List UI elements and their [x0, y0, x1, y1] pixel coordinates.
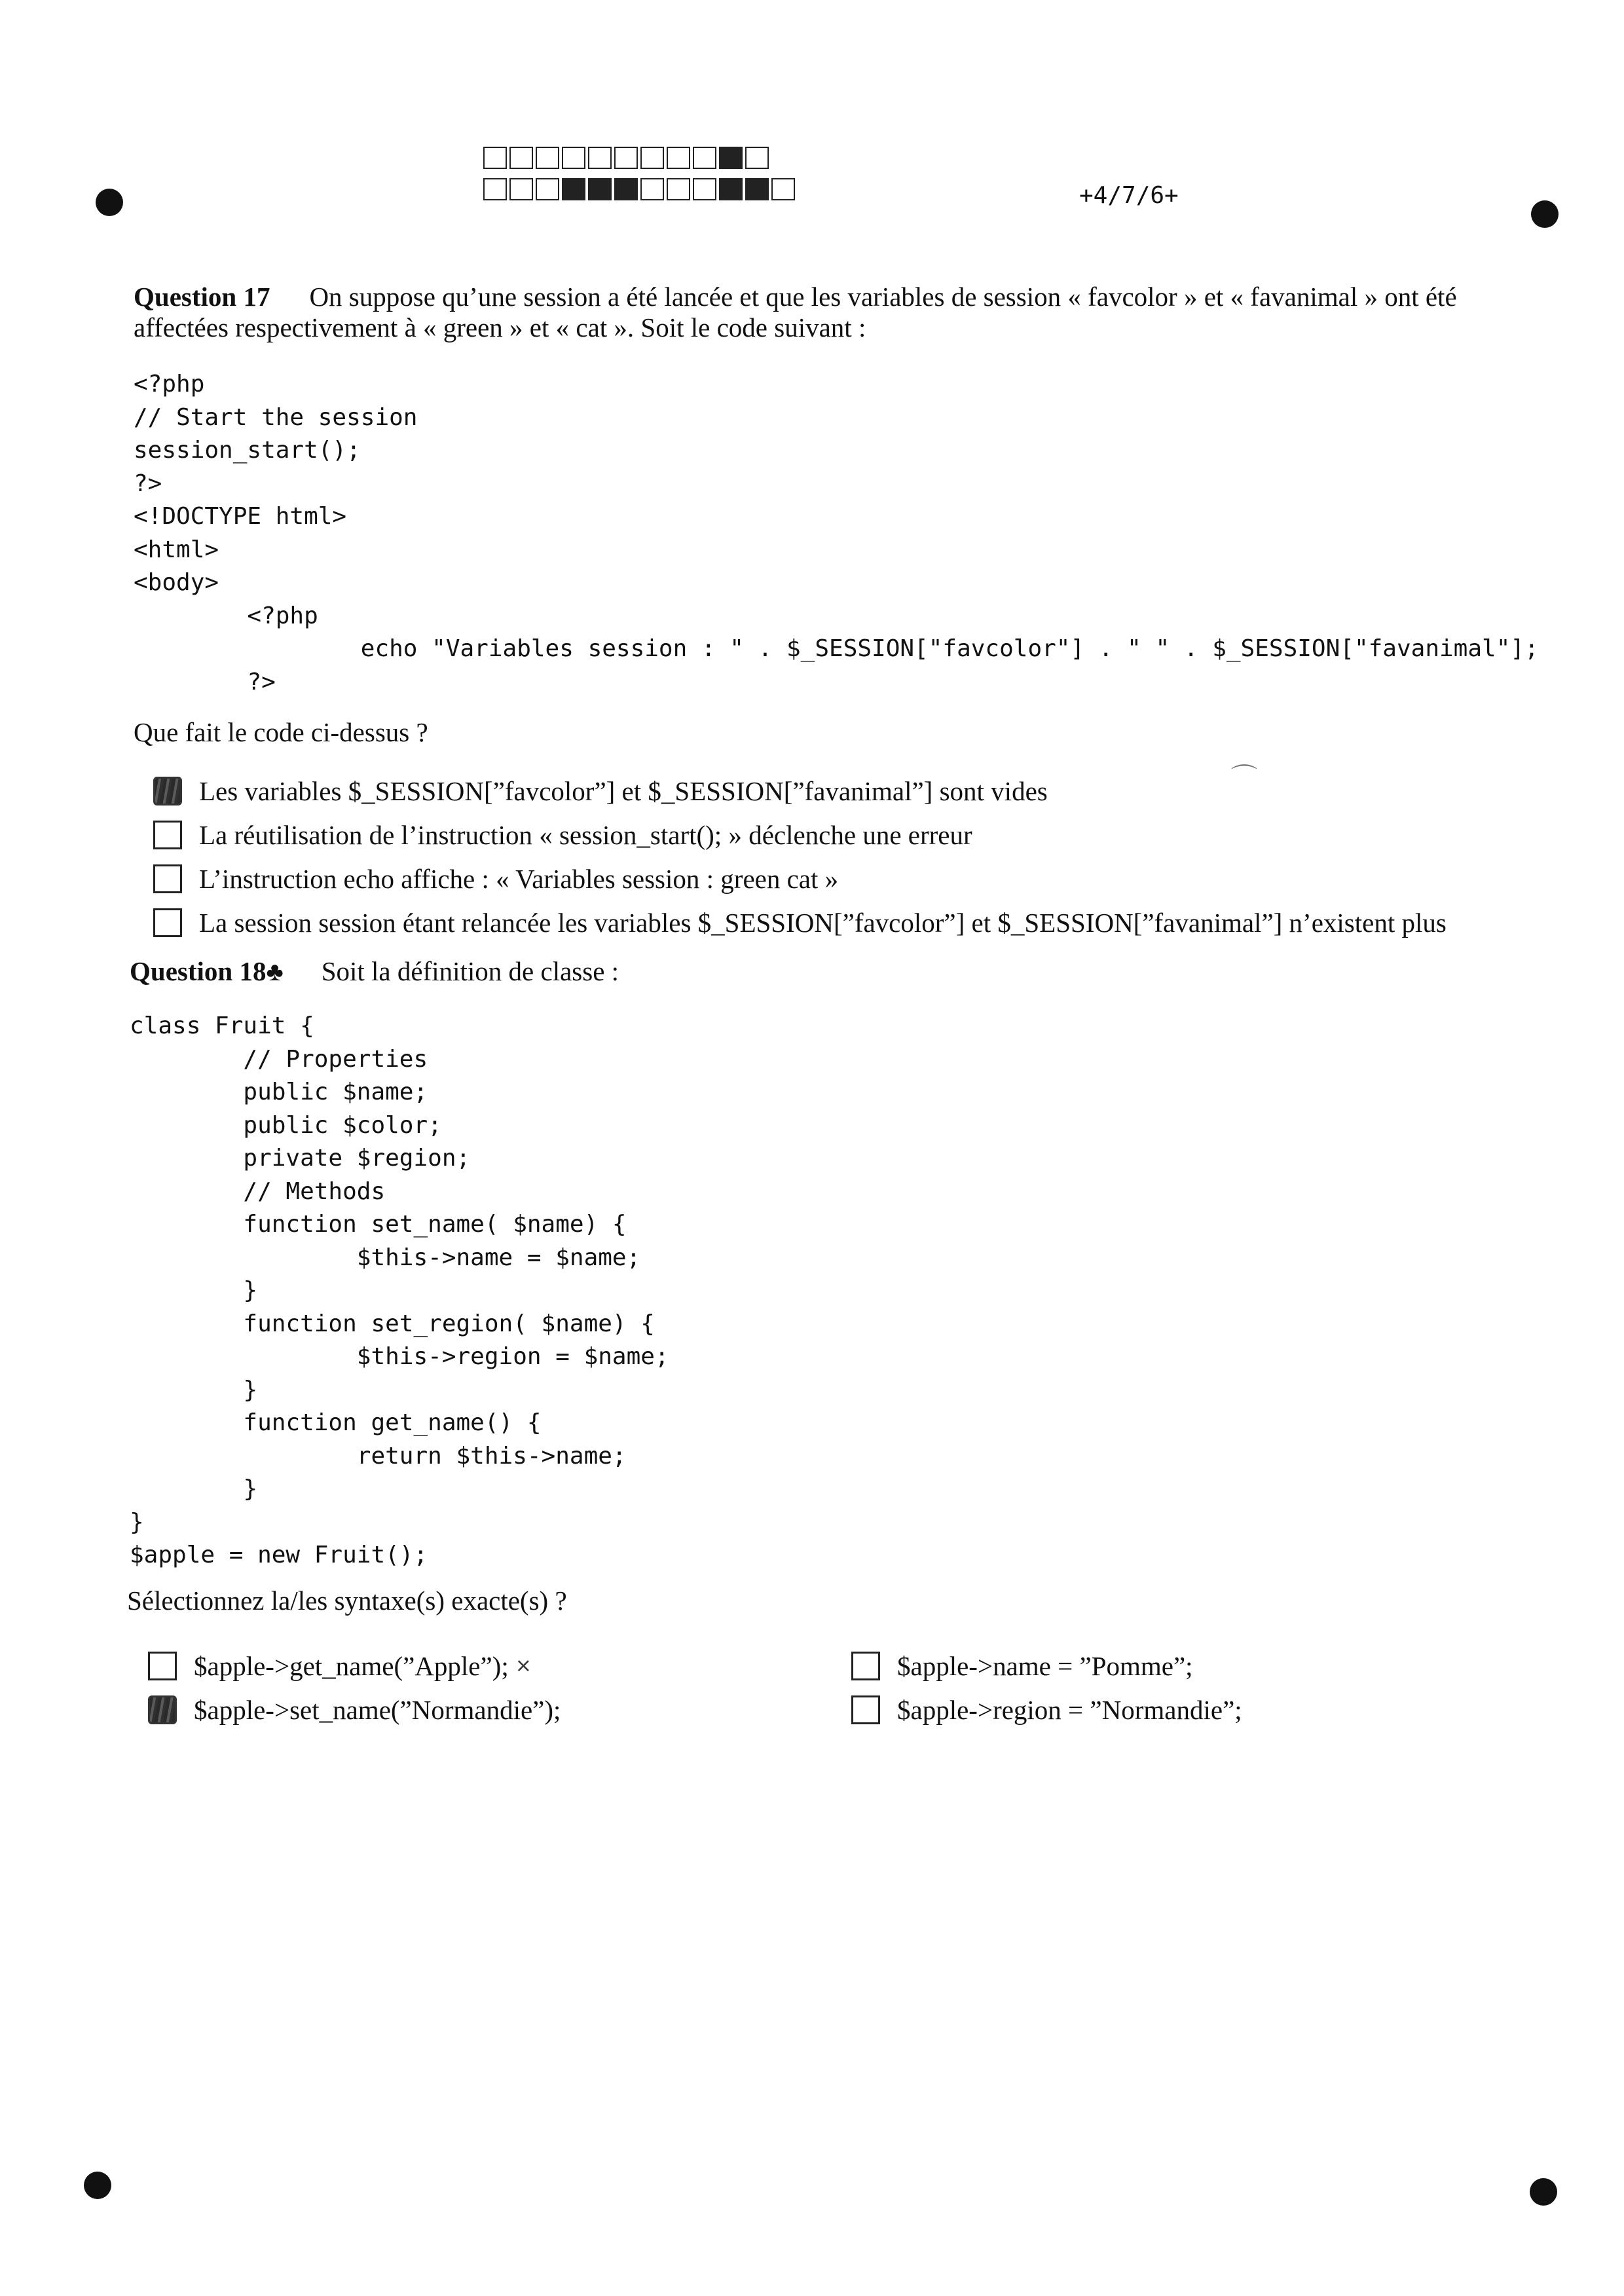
barcode-cell	[771, 178, 795, 200]
q17-answer-4-checkbox[interactable]	[153, 908, 182, 937]
barcode-cell	[693, 147, 716, 169]
q17-answer-4[interactable]	[153, 900, 1447, 944]
barcode-cell	[614, 147, 638, 169]
question-18-header	[130, 956, 619, 987]
barcode-cell	[745, 147, 769, 169]
q17-answer-4-label: La session session étant relancée les variables $_SESSION[”favcolor”] et $_SESSION[”favanimal”] n’existent plus	[199, 907, 1447, 938]
registration-dot-bottom-left	[84, 2172, 111, 2199]
barcode-row-1	[483, 147, 771, 169]
question-17-statement-line2: affectées respectivement à « green » et « cat ». Soit le code suivant :	[134, 312, 866, 343]
registration-dot-top-right	[1531, 200, 1559, 228]
q17-answer-2-checkbox[interactable]	[153, 821, 182, 849]
barcode-cell	[483, 178, 507, 200]
barcode-cell	[562, 147, 585, 169]
question-18-answers-left	[148, 1644, 561, 1731]
question-18-prompt: Sélectionnez la/les syntaxe(s) exacte(s) ?	[127, 1585, 567, 1616]
q18-answer-1-checkbox[interactable]	[148, 1652, 177, 1680]
question-17-prompt: Que fait le code ci-dessus ?	[134, 717, 428, 747]
barcode-cell	[640, 147, 664, 169]
q17-answer-3-label: L’instruction echo affiche : « Variables session : green cat »	[199, 863, 839, 894]
barcode-cell	[667, 147, 690, 169]
barcode-cell	[745, 178, 769, 200]
question-18-code: class Fruit { // Properties public $name; public $color; private $region; // Methods function set_name( $name) { $this->name = $name; } function set_region( $name) { $this->region = $name; } function get_name() { return $this->name; } } $apple = new Fruit();	[130, 1012, 669, 1568]
q18-answer-1-label: $apple->get_name(”Apple”);	[194, 1650, 509, 1681]
q18-answer-2-checkbox[interactable]	[148, 1695, 177, 1724]
q18-answer-1[interactable]	[148, 1644, 561, 1688]
barcode-cell	[640, 178, 664, 200]
question-17-answers	[153, 769, 1447, 944]
barcode-cell	[667, 178, 690, 200]
barcode-row-2	[483, 178, 798, 200]
question-17-number: Question 17	[134, 282, 270, 312]
q17-answer-3-checkbox[interactable]	[153, 864, 182, 893]
barcode-cell	[588, 178, 612, 200]
barcode-cell	[536, 178, 559, 200]
q18-answer-3[interactable]	[851, 1644, 1242, 1688]
question-17-header	[134, 282, 1548, 343]
barcode-cell	[719, 178, 743, 200]
question-17-code: <?php // Start the session session_start(); ?> <!DOCTYPE html> <html> <body> <?php echo "Variables session : " . $_SESSION["favcolor"] . " " . $_SESSION["favanimal"]; ?>	[134, 371, 1539, 695]
page-id: +4/7/6+	[1079, 182, 1179, 209]
barcode-cell	[562, 178, 585, 200]
question-18-number: Question 18	[130, 956, 267, 986]
registration-dot-top-left	[96, 189, 123, 216]
q17-answer-3[interactable]	[153, 857, 1447, 900]
cross-mark-icon: ⨯	[515, 1654, 532, 1677]
barcode-cell	[588, 147, 612, 169]
q18-answer-2-label: $apple->set_name(”Normandie”);	[194, 1694, 561, 1725]
q17-answer-1-label: Les variables $_SESSION[”favcolor”] et $_SESSION[”favanimal”] sont vides	[199, 775, 1048, 806]
barcode-cell	[719, 147, 743, 169]
barcode-cell	[614, 178, 638, 200]
question-18-statement: Soit la définition de classe :	[321, 956, 619, 986]
pencil-scribble: ⌒	[1231, 763, 1257, 793]
registration-dot-bottom-right	[1530, 2178, 1557, 2206]
question-18-answers-right	[851, 1644, 1242, 1731]
q17-answer-2[interactable]	[153, 813, 1447, 857]
barcode-cell	[536, 147, 559, 169]
barcode-cell	[509, 178, 533, 200]
question-17-statement-line1: On suppose qu’une session a été lancée et que les variables de session « favcolor » et « favanimal » ont été	[309, 282, 1457, 312]
barcode-cell	[509, 147, 533, 169]
barcode-cell	[483, 147, 507, 169]
q18-answer-4-checkbox[interactable]	[851, 1695, 880, 1724]
q18-answer-4[interactable]	[851, 1688, 1242, 1731]
q18-answer-4-label: $apple->region = ”Normandie”;	[897, 1694, 1242, 1725]
club-icon: ♣	[266, 957, 284, 986]
q17-answer-2-label: La réutilisation de l’instruction « session_start(); » déclenche une erreur	[199, 819, 972, 850]
q18-answer-3-label: $apple->name = ”Pomme”;	[897, 1650, 1193, 1681]
q17-answer-1-checkbox[interactable]	[153, 777, 182, 805]
q18-answer-2[interactable]	[148, 1688, 561, 1731]
barcode-cell	[693, 178, 716, 200]
q18-answer-3-checkbox[interactable]	[851, 1652, 880, 1680]
